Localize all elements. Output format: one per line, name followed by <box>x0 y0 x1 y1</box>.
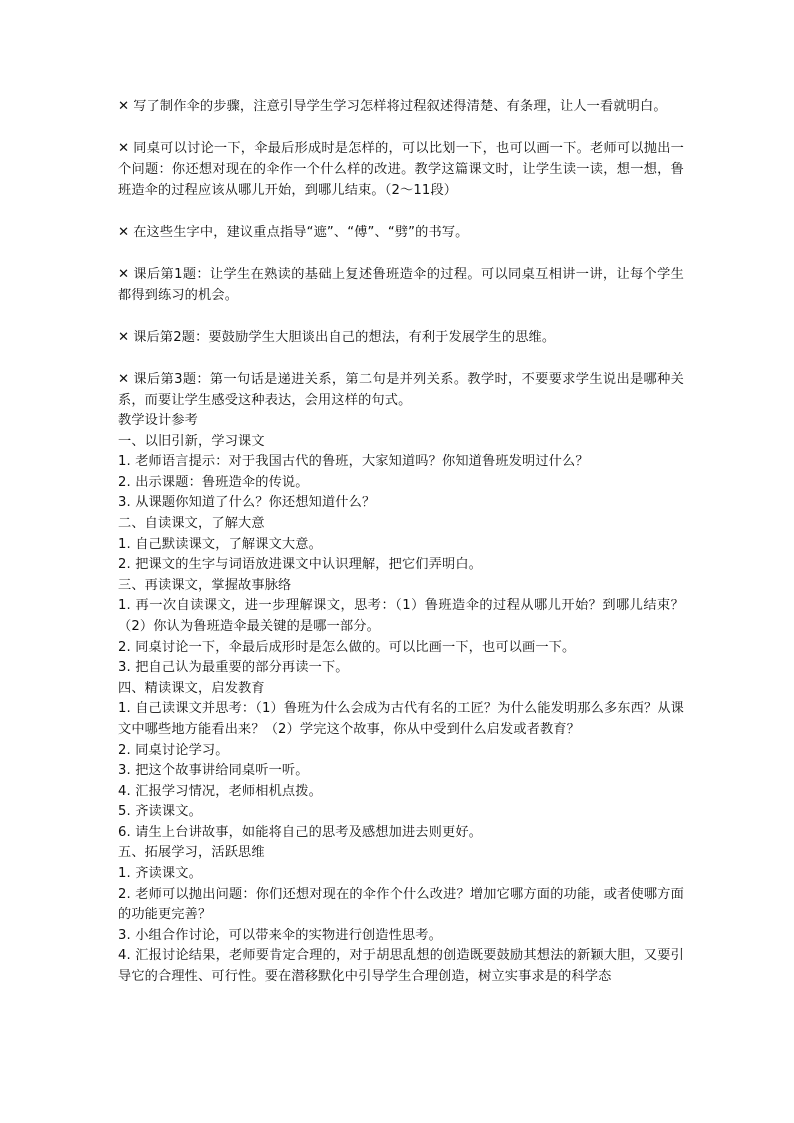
cross-mark-icon: ✕ <box>118 225 130 240</box>
tip-text: 同桌可以讨论一下，伞最后形成时是怎样的，可以比划一下，也可以画一下。老师可以抛出一个问题：你还想对现在的伞作一个什么样的改进。教学这篇课文时，让学生读一读，想一想，鲁班造伞的过程应该从哪儿开始，到哪儿结束。（2～11段） <box>118 141 684 198</box>
list-item: 1. 老师语言提示：对于我国古代的鲁班，大家知道吗？你知道鲁班发明过什么？ <box>118 454 589 470</box>
list-item: 4. 汇报讨论结果，老师要肯定合理的，对于胡思乱想的创造既要鼓励其想法的新颖大胆，又要引导它的合理性、可行性。要在潜移默化中引导学生合理创造，树立实事求是的科学态 <box>118 948 684 985</box>
list-item: 2. 老师可以抛出问题：你们还想对现在的伞作个什么改进？增加它哪方面的功能，或者使哪方面的功能更完善？ <box>118 886 684 923</box>
cross-mark-icon: ✕ <box>118 141 130 156</box>
section-heading: 五、拓展学习，活跃思维 <box>118 845 265 861</box>
list-item: 3. 把这个故事讲给同桌听一听。 <box>118 763 309 779</box>
list-item: 1. 自己读课文并思考：（1）鲁班为什么会成为古代有名的工匠？为什么能发明那么多东西？从课文中哪些地方能看出来？（2）学完这个故事，你从中受到什么启发或者教育？ <box>118 701 684 737</box>
tip-paragraph <box>118 138 684 201</box>
tip-paragraph <box>118 327 684 348</box>
cross-mark-icon: ✕ <box>118 372 130 387</box>
list-item: 2. 同桌讨论一下，伞最后成形时是怎么做的。可以比画一下，也可以画一下。 <box>118 639 576 655</box>
list-item: 3. 把自己认为最重要的部分再读一下。 <box>118 660 349 676</box>
tip-paragraph <box>118 369 684 411</box>
tip-paragraph <box>118 222 684 243</box>
list-item: 2. 同桌讨论学习。 <box>118 742 229 758</box>
section-heading: 二、自读课文，了解大意 <box>118 515 265 531</box>
tip-paragraph <box>118 96 684 117</box>
list-item: 1. 再一次自读课文，进一步理解课文，思考：（1）鲁班造伞的过程从哪儿开始？到哪儿结束？（2）你认为鲁班造伞最关键的是哪一部分。 <box>118 598 684 634</box>
list-item: 4. 汇报学习情况，老师相机点拨。 <box>118 783 322 799</box>
list-item: 5. 齐读课文。 <box>118 804 202 820</box>
cross-mark-icon: ✕ <box>118 267 130 282</box>
tip-text: 写了制作伞的步骤，注意引导学生学习怎样将过程叙述得清楚、有条理，让人一看就明白。 <box>133 99 667 114</box>
section-title: 教学设计参考 <box>118 413 199 428</box>
tip-text: 在这些生字中，建议重点指导“遮”、“傅”、“劈”的书写。 <box>133 225 469 240</box>
cross-mark-icon: ✕ <box>118 330 130 345</box>
cross-mark-icon: ✕ <box>118 99 130 114</box>
section-heading: 三、再读课文，掌握故事脉络 <box>118 577 292 593</box>
list-item: 2. 把课文的生字与词语放进课文中认识理解，把它们弄明白。 <box>118 557 482 573</box>
tip-paragraph <box>118 264 684 306</box>
list-item: 1. 齐读课文。 <box>118 866 202 882</box>
list-item: 1. 自己默读课文，了解课文大意。 <box>118 536 322 552</box>
list-item: 2. 出示课题：鲁班造伞的传说。 <box>118 474 309 490</box>
list-item: 3. 从课题你知道了什么？你还想知道什么？ <box>118 495 376 511</box>
teaching-tips <box>118 96 684 411</box>
tip-text: 课后第1题：让学生在熟读的基础上复述鲁班造伞的过程。可以同桌互相讲一讲，让每个学生都得到练习的机会。 <box>118 267 684 303</box>
document-page <box>118 96 684 988</box>
teaching-plan <box>118 411 684 988</box>
section-heading: 四、精读课文，启发教育 <box>118 680 265 696</box>
list-item: 6. 请生上台讲故事，如能将自己的思考及感想加进去则更好。 <box>118 824 482 840</box>
list-item: 3. 小组合作讨论，可以带来伞的实物进行创造性思考。 <box>118 927 442 943</box>
tip-text: 课后第2题：要鼓励学生大胆谈出自己的想法，有利于发展学生的思维。 <box>133 330 556 345</box>
section-heading: 一、以旧引新，学习课文 <box>118 433 265 449</box>
tip-text: 课后第3题：第一句话是递进关系，第二句是并列关系。教学时，不要要求学生说出是哪种关系，而要让学生感受这种表达，会用这样的句式。 <box>118 372 684 408</box>
